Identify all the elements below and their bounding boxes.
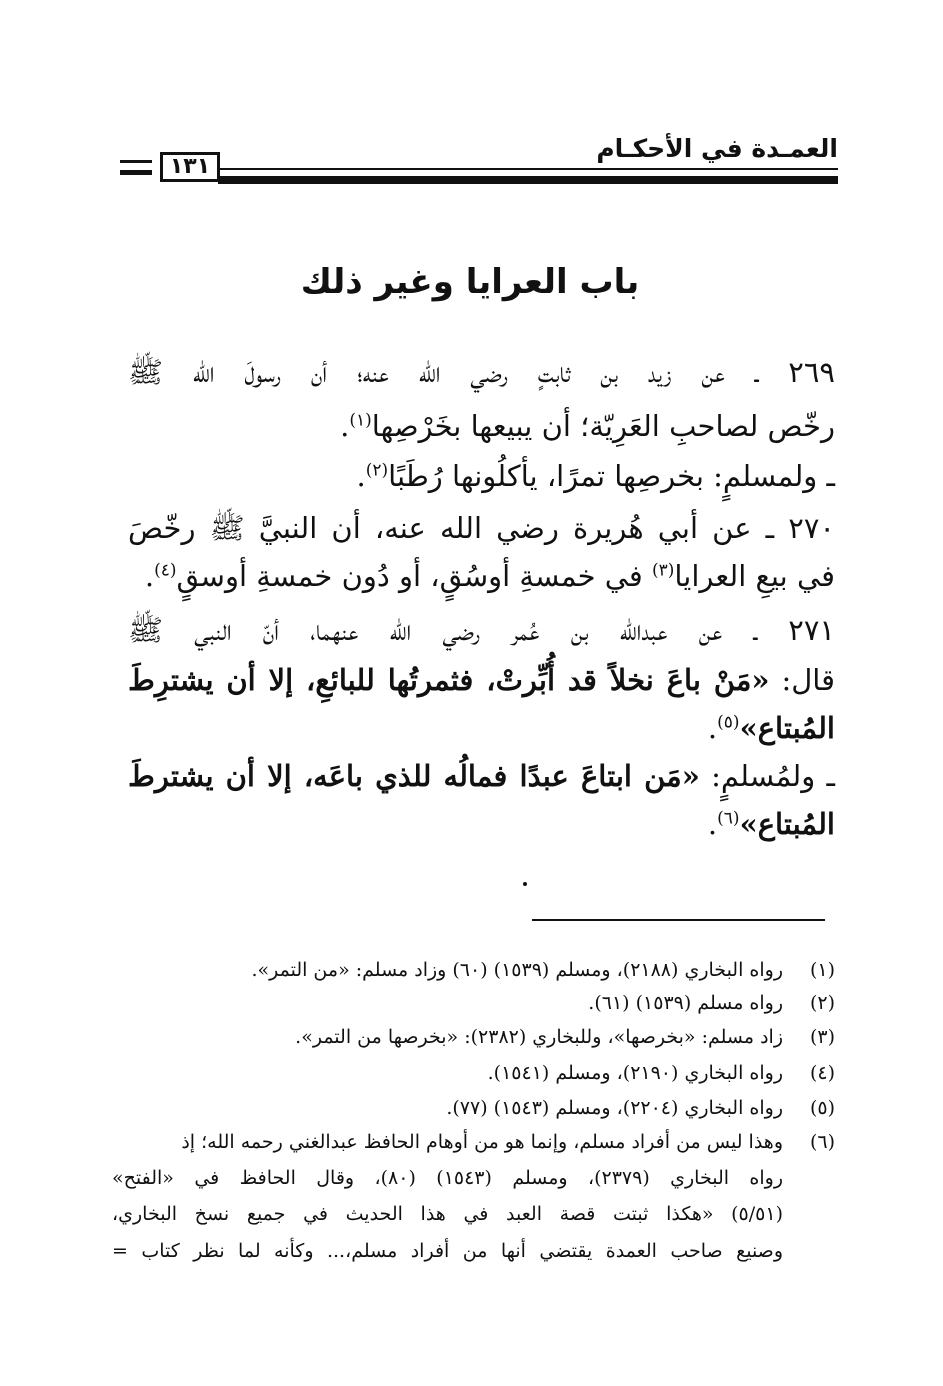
header-rule-thin <box>218 168 838 170</box>
hadith-271-line-2 <box>128 660 835 700</box>
running-header <box>120 126 838 186</box>
footnote-number: (١) <box>809 959 835 981</box>
hadith-269-line-1: ٢٦٩ ـ عن زيد بن ثابتٍ رضي الله عنه؛ أن رسولَ الله ﷺ <box>128 355 835 389</box>
footnote-6-continuation: وصنيع صاحب العمدة يقتضي أنها من أفراد مسلم،... وكأنه لما نظر كتاب = <box>112 1240 783 1262</box>
footnote-text: رواه البخاري (٢١٩٠)، ومسلم (١٥٤١). <box>487 1062 783 1084</box>
header-rule-stub <box>120 160 152 163</box>
footnote-6 <box>112 1127 835 1157</box>
footnote-4 <box>488 1058 835 1088</box>
footnote-number: (٤) <box>809 1062 835 1084</box>
hadith-270-line-2 <box>145 556 835 596</box>
hadith-269-line-2 <box>340 406 835 446</box>
text-span: . <box>356 459 366 493</box>
footnote-ref-1: (١) <box>349 410 372 431</box>
footnote-ref-5: (٥) <box>717 712 740 733</box>
book-title: العمـدة في الأحكـام <box>596 134 838 163</box>
text-span: ـ ولمُسلمٍ: <box>711 759 835 793</box>
footnote-text: رواه البخاري (٢٢٠٤)، ومسلم (١٥٤٣) (٧٧). <box>446 1097 783 1119</box>
hadith-270-line-1: ٢٧٠ ـ عن أبي هُريرة رضي الله عنه، أن النبيَّ ﷺ رخّصَ <box>128 511 835 545</box>
footnote-number: (٥) <box>809 1097 835 1119</box>
page-number: ١٣١ <box>160 152 220 182</box>
hadith-271-line-4 <box>128 756 835 796</box>
quoted-hadith: المُبتاع» <box>739 711 835 745</box>
header-rule-thick <box>218 176 838 184</box>
text-span: في بيعِ العرايا <box>674 559 835 593</box>
quoted-hadith: «مَنْ باعَ نخلاً قد أُبِّرتْ، فثمرتُها للبائعِ، إلا أن يشترِطَ <box>128 663 770 697</box>
hadith-269-line-3 <box>357 456 836 496</box>
text-span: . <box>340 409 350 443</box>
text-span: . <box>707 711 718 745</box>
text-span: ـ ولمسلمٍ: بخرصِها تمرًا، يأكلُونها رُطَبًا <box>388 459 835 493</box>
footnote-1 <box>251 955 835 985</box>
footnote-text: زاد مسلم: «بخرصها»، وللبخاري (٢٣٨٢): «بخرصها من التمر». <box>295 1026 783 1048</box>
print-speck <box>523 882 527 886</box>
header-rule-stub <box>120 170 152 175</box>
footnote-3 <box>295 1022 835 1052</box>
text-span: رخّص لصاحبِ العَرِيّة؛ أن يبيعها بخَرْصِها <box>371 409 835 443</box>
text-span: . <box>707 807 718 841</box>
text-span: في خمسةِ أوسُقٍ، أو دُون خمسةِ أوسقٍ <box>176 559 643 593</box>
footnote-6-continuation: رواه البخاري (٢٣٧٩)، ومسلم (١٥٤٣) (٨٠)، وقال الحافظ في «الفتح» <box>112 1167 784 1189</box>
footnote-number: (٦) <box>809 1131 835 1153</box>
quoted-hadith: المُبتاع» <box>739 807 835 841</box>
text-span: قال: <box>781 663 835 697</box>
footnote-ref-3: (٣) <box>652 560 675 581</box>
text-span: . <box>144 559 155 593</box>
footnote-separator <box>532 919 825 921</box>
footnote-text: رواه البخاري (٢١٨٨)، ومسلم (١٥٣٩) (٦٠) وزاد مسلم: «من التمر». <box>251 959 783 981</box>
footnote-2 <box>588 988 835 1018</box>
hadith-271-line-5 <box>708 804 835 844</box>
quoted-hadith: «مَن ابتاعَ عبدًا فمالُه للذي باعَه، إلا أن يشترطَ <box>128 759 700 793</box>
footnote-text: وهذا ليس من أفراد مسلم، وإنما هو من أوهام الحافظ عبدالغني رحمه الله؛ إذ <box>181 1131 783 1153</box>
hadith-271-line-3 <box>708 708 835 748</box>
footnote-text: رواه مسلم (١٥٣٩) (٦١). <box>588 992 783 1014</box>
footnote-number: (٣) <box>809 1026 835 1048</box>
hadith-271-line-1: ٢٧١ ـ عن عبدالله بن عُمر رضي الله عنهما، أنّ النبي ﷺ <box>128 613 835 647</box>
footnote-number: (٢) <box>809 992 835 1014</box>
footnote-5 <box>446 1093 835 1123</box>
footnote-ref-6: (٦) <box>717 808 740 829</box>
footnote-6-continuation: (٥/٥١) «هكذا ثبتت قصة العبد في هذا الحديث في جميع نسخ البخاري، <box>112 1203 783 1225</box>
footnote-ref-2: (٢) <box>365 460 389 481</box>
chapter-title: باب العرايا وغير ذلك <box>300 262 640 302</box>
footnote-ref-4: (٤) <box>154 560 177 581</box>
